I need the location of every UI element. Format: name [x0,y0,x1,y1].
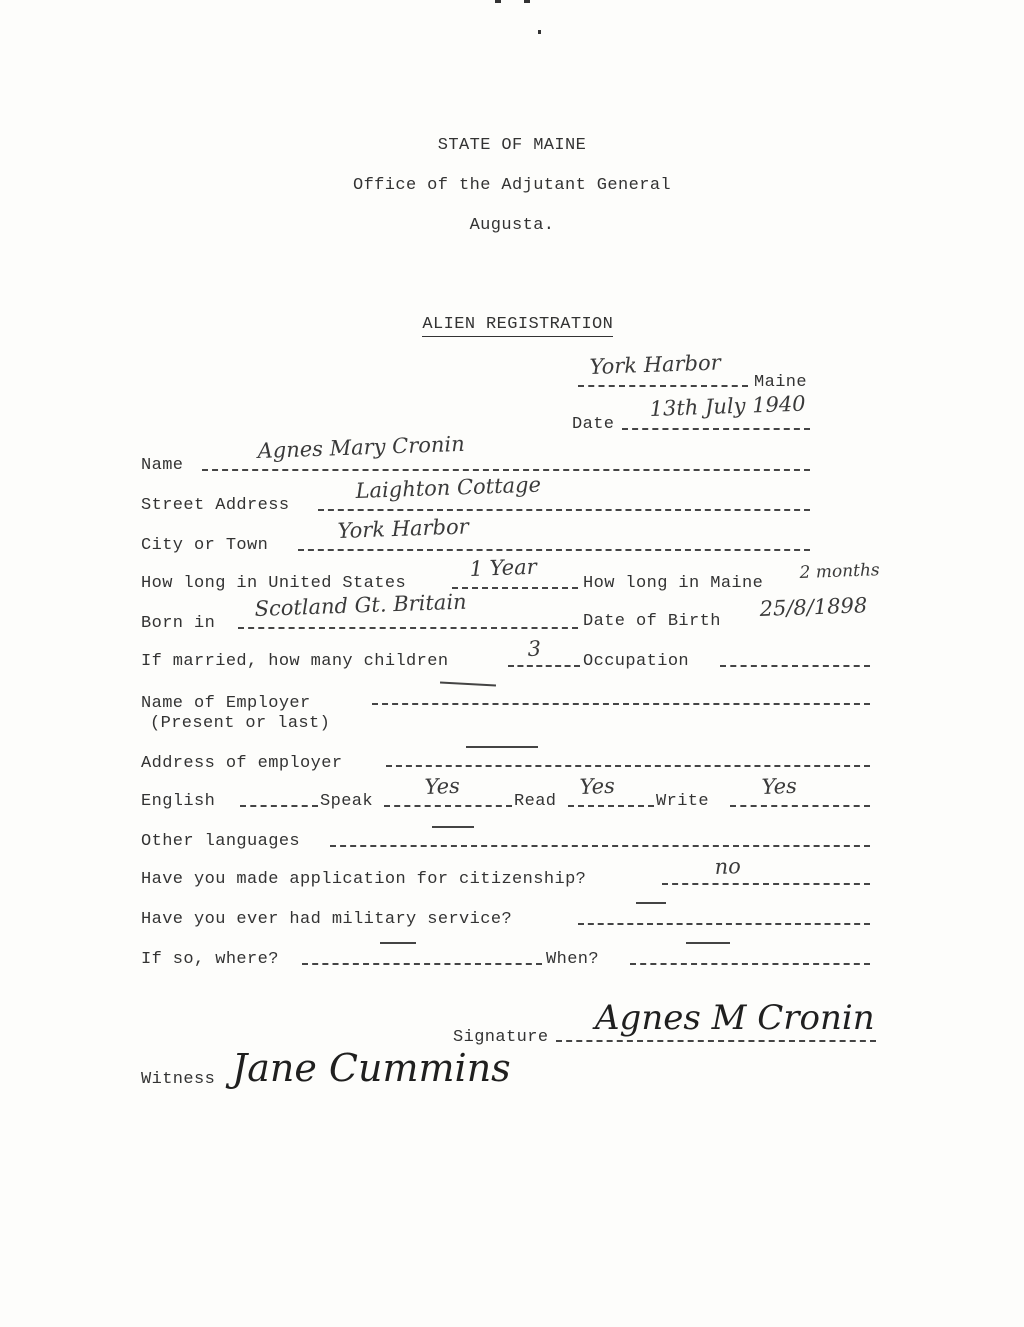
scan-speck [495,0,501,3]
children-label: If married, how many children [141,652,449,671]
name-line [202,469,810,471]
signature-value: Agnes M Cronin [595,998,875,1038]
children-value: 3 [527,636,542,661]
dob-value: 25/8/1898 [759,593,868,621]
street-line [318,509,810,511]
read-label: Read [514,792,557,811]
citizenship-line [662,883,870,885]
when-label: When? [546,950,600,969]
when-dash-mark [686,942,730,944]
street-value: Laighton Cottage [355,472,542,503]
military-dash-mark [636,902,666,904]
date-line [622,428,810,430]
date-handwritten: 13th July 1940 [649,391,806,421]
other-languages-line [330,845,870,847]
read-value: Yes [579,773,616,799]
place-suffix: Maine [754,373,808,392]
children-line [508,665,580,667]
write-line [730,805,870,807]
employer-address-line [386,765,870,767]
form-title-text: ALIEN REGISTRATION [422,315,613,337]
signature-line [556,1040,876,1042]
us-line [452,587,578,589]
dob-label: Date of Birth [583,612,721,631]
maine-label: How long in Maine [583,574,764,593]
us-value: 1 Year [469,554,538,581]
name-label: Name [141,456,184,475]
employer-sublabel: (Present or last) [150,714,331,733]
us-label: How long in United States [141,574,407,593]
maine-value: 2 months [799,560,880,584]
employer-address-label: Address of employer [141,754,343,773]
born-line [238,627,578,629]
place-handwritten: York Harbor [589,350,722,379]
write-value: Yes [761,773,798,799]
employer-line [372,703,870,705]
state-heading: STATE OF MAINE [437,136,587,155]
speak-label: Speak [320,792,374,811]
city-heading: Augusta. [469,216,555,235]
scan-speck [524,0,530,3]
form-title [380,295,613,355]
city-value: York Harbor [337,514,470,543]
scan-speck [538,30,541,34]
date-label: Date [572,415,615,434]
office-heading: Office of the Adjutant General [352,176,672,195]
speak-value: Yes [424,773,461,799]
where-dash-mark [380,942,416,944]
born-value: Scotland Gt. Britain [254,589,467,621]
employer-label: Name of Employer [141,694,311,713]
occupation-label: Occupation [583,652,690,671]
employer-address-dash-mark [466,746,538,748]
signature-label: Signature [453,1028,549,1047]
english-dash-mark [432,826,474,828]
write-label: Write [656,792,710,811]
english-line-1 [240,805,318,807]
read-line [568,805,654,807]
other-languages-label: Other languages [141,832,301,851]
where-line [302,963,542,965]
city-label: City or Town [141,536,269,555]
military-line [578,923,870,925]
occupation-line [720,665,870,667]
street-label: Street Address [141,496,290,515]
citizenship-label: Have you made application for citizenship? [141,870,587,889]
born-label: Born in [141,614,216,633]
name-value: Agnes Mary Cronin [257,431,466,463]
when-line [630,963,870,965]
english-label: English [141,792,216,811]
place-line [578,385,748,387]
witness-value: Jane Cummins [232,1046,511,1090]
military-label: Have you ever had military service? [141,910,513,929]
children-dash-mark [440,682,496,687]
city-line [298,549,810,551]
citizenship-value: no [714,854,742,879]
where-label: If so, where? [141,950,279,969]
speak-line [384,805,512,807]
witness-label: Witness [141,1070,216,1089]
